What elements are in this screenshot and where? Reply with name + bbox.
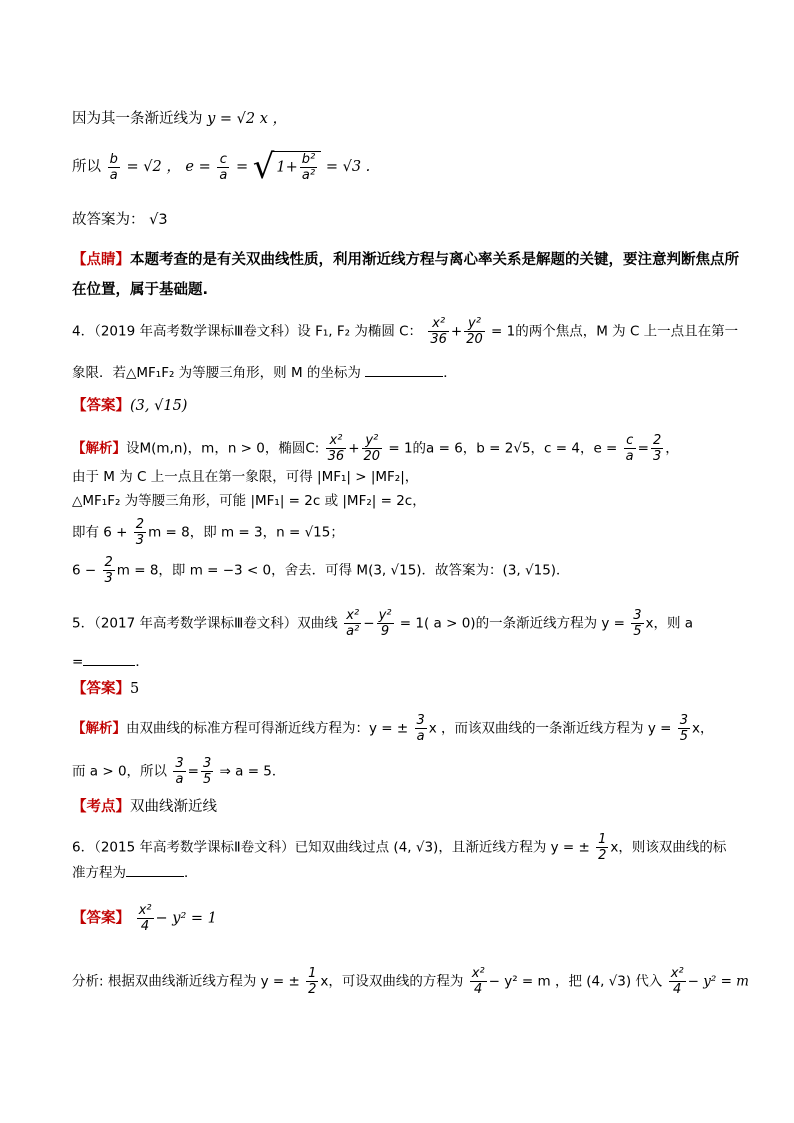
text: x，则 a — [645, 615, 694, 632]
fraction: $\frac{\text{x²}}{36}$ — [327, 433, 345, 464]
text: ． — [135, 654, 149, 670]
text: + — [348, 440, 360, 457]
line-dianjing — [72, 249, 739, 271]
text: 分析: 根据双曲线渐近线方程为 y = ± — [72, 973, 300, 990]
fraction: $\frac{2}{3}$ — [652, 433, 662, 464]
q6-line-2 — [72, 862, 198, 884]
text: △MF₁F₂ 为等腰三角形，可能 |MF₁| = 2c 或 |MF₂| = 2c， — [72, 493, 426, 509]
text: = 1的两个焦点，M 为 C 上一点且在第一 — [491, 323, 739, 340]
text: ． — [184, 865, 198, 881]
text: 6 − — [72, 562, 97, 579]
math: = — [235, 159, 249, 175]
label-kaodian: 【考点】 — [72, 799, 130, 815]
fraction: $\frac{c}{a}$ — [625, 433, 634, 464]
text: + — [450, 323, 463, 340]
q4-jiexi-5 — [72, 555, 570, 586]
fraction: $\frac{\text{x²}}{4}$ — [138, 903, 152, 934]
fraction: $\frac{\text{y²}}{20}$ — [363, 433, 381, 464]
fraction: $\frac{3}{5}$ — [633, 608, 642, 639]
text: x ，而该双曲线的一条渐近线方程为 y = — [428, 720, 672, 737]
label-jiexi: 【解析】 — [72, 720, 126, 737]
label-jiexi: 【解析】 — [72, 440, 126, 457]
text: 在位置，属于基础题. — [72, 282, 209, 298]
text: 本题考查的是有关双曲线性质，利用渐近线方程与离心率关系是解题的关键，要注意判断焦点所 — [130, 252, 739, 268]
text: 因为其一条渐近线为 — [72, 111, 203, 127]
text: 双曲线渐近线 — [130, 799, 217, 815]
q5-line-2 — [72, 651, 149, 673]
text: 5．（2017 年高考数学课标Ⅲ卷文科）双曲线 — [72, 615, 338, 632]
q6-line-1 — [72, 832, 726, 863]
label-answer: 【答案】 — [72, 681, 130, 697]
text: ， — [665, 440, 679, 457]
text: x，则该双曲线的标 — [610, 839, 727, 856]
math: − y² = 1 — [155, 910, 217, 927]
text: x，可设双曲线的方程为 — [320, 973, 464, 990]
text: ⇒ a = 5． — [219, 763, 286, 780]
fraction: $\frac{3}{5}$ — [679, 713, 689, 744]
text: 而 a > 0，所以 — [72, 763, 168, 780]
line-answer-sqrt3 — [72, 209, 168, 231]
q4-jiexi-4 — [72, 517, 344, 548]
fraction: $\frac{3}{a}$ — [416, 713, 425, 744]
answer-blank — [126, 864, 184, 877]
q4-answer — [72, 395, 187, 417]
fraction: $\frac{b}{a}$ — [109, 151, 118, 183]
fraction: $\frac{\text{x²}}{4}$ — [471, 966, 485, 997]
text: m = 8，即 m = 3，n = √15； — [148, 524, 344, 541]
q4-jiexi-2 — [72, 466, 418, 488]
fraction: $\frac{1}{2}$ — [308, 966, 317, 997]
q5-answer — [72, 678, 139, 700]
text: m = 8，即 m = −3 < 0，舍去．可得 M(3, √15)．故答案为：(3, √15)． — [116, 562, 570, 579]
fraction: $\frac{\text{y²}}{20}$ — [466, 316, 483, 347]
text: 准方程为 — [72, 865, 126, 881]
line-asymptote — [72, 108, 287, 130]
fraction: $\frac{\text{x²}}{4}$ — [670, 966, 684, 997]
fraction: $\frac{\text{y²}}{9}$ — [378, 608, 392, 639]
text: 6．（2015 年高考数学课标Ⅱ卷文科）已知双曲线过点 (4, √3)，且渐近线方程为 y = ± — [72, 839, 590, 856]
q5-jiexi-2 — [72, 756, 285, 787]
text: = — [637, 440, 649, 457]
q5-line-1 — [72, 608, 693, 639]
answer-blank — [83, 653, 135, 666]
text: ． — [443, 365, 457, 381]
text: 象限．若△MF₁F₂ 为等腰三角形，则 M 的坐标为 — [72, 365, 361, 381]
text: − — [363, 615, 375, 632]
fraction: $\frac{\text{x²}}{36}$ — [430, 316, 447, 347]
fraction: $\frac{c}{a}$ — [219, 151, 228, 183]
q6-answer — [72, 903, 217, 934]
sqrt-expression: √ 1+ $\frac{\text{b²}}{\text{a²}}$ — [253, 150, 322, 184]
math: = √3 . — [325, 159, 371, 175]
label-answer: 【答案】 — [72, 398, 130, 414]
text: = 1( a > 0)的一条渐近线方程为 y = — [399, 615, 625, 632]
q5-jiexi-1 — [72, 713, 714, 744]
math: = √2 ， e = — [126, 159, 211, 175]
label-answer: 【答案】 — [72, 910, 130, 927]
q4-jiexi-1 — [72, 433, 679, 464]
math: (3, √15) — [130, 398, 188, 414]
answer-blank — [365, 364, 443, 377]
fraction: $\frac{\text{x²}}{\text{a²}}$ — [346, 608, 360, 639]
fraction: $\frac{1}{2}$ — [598, 832, 607, 863]
text: = 1的a = 6，b = 2√5，c = 4，e = — [388, 440, 618, 457]
text: 所以 — [72, 159, 101, 175]
text: 由于 M 为 C 上一点且在第一象限，可得 |MF₁| > |MF₂|， — [72, 469, 419, 485]
label-dianjing: 【点睛】 — [72, 252, 130, 268]
fraction: $\frac{3}{5}$ — [202, 756, 212, 787]
q4-jiexi-3 — [72, 490, 426, 512]
text: 4．（2019 年高考数学课标Ⅲ卷文科）设 F₁, F₂ 为椭圆 C： — [72, 323, 423, 340]
text: = — [72, 654, 84, 670]
q5-kaodian — [72, 796, 217, 818]
text: 故答案为： √3 — [72, 212, 168, 228]
q4-line-2 — [72, 362, 457, 384]
line-dianjing-2 — [72, 279, 208, 301]
text: − y² = m ，把 (4, √3) 代入 — [488, 973, 663, 990]
text: 由双曲线的标准方程可得渐近线方程为：y = ± — [126, 720, 409, 737]
math: y = √2 x ， — [207, 111, 288, 127]
math: − y² = m — [687, 973, 749, 990]
q4-line-1 — [72, 316, 738, 347]
text: x， — [692, 720, 714, 737]
line-eccentricity — [72, 147, 371, 187]
q6-analysis — [72, 966, 749, 997]
text: 设M(m,n)，m，n > 0，椭圆C: — [126, 440, 320, 457]
text: 即有 6 + — [72, 524, 128, 541]
fraction: $\frac{2}{3}$ — [104, 555, 113, 586]
text: = — [187, 763, 199, 780]
fraction: $\frac{3}{a}$ — [175, 756, 184, 787]
fraction: $\frac{2}{3}$ — [135, 517, 145, 548]
math: 5 — [130, 681, 140, 697]
